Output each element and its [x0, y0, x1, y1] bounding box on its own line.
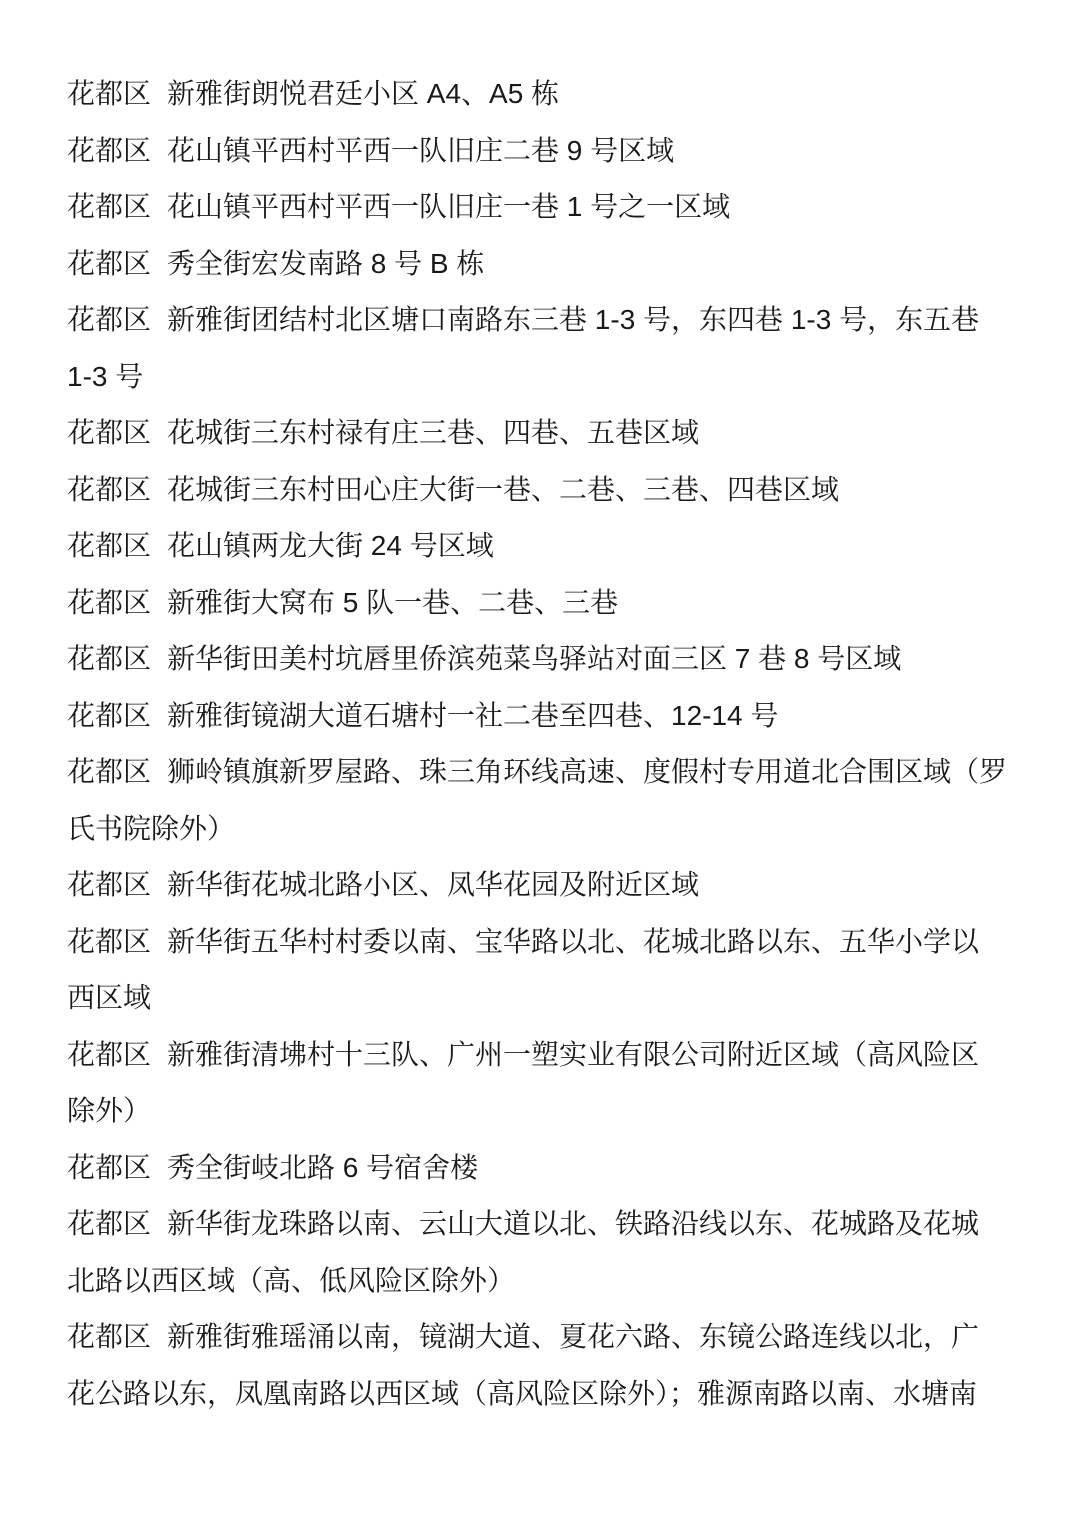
district-label: 花都区 [67, 473, 152, 505]
area-entry [67, 575, 1017, 632]
address-text: 花城街三东村禄有庄三巷、四巷、五巷区域 [167, 417, 700, 448]
address-text: 新雅街朗悦君廷小区 A4、A5 栋 [167, 78, 560, 109]
address-text: 新华街田美村坑唇里侨滨苑菜鸟驿站对面三区 7 巷 8 号区域 [167, 643, 902, 674]
area-entry [67, 857, 1017, 914]
area-entry-continuation [67, 1083, 1017, 1140]
address-text: 秀全街岐北路 6 号宿舍楼 [167, 1151, 479, 1183]
address-text: 狮岭镇旗新罗屋路、珠三角环线高速、度假村专用道北合围区域（罗 [167, 756, 1008, 787]
address-text: 除外） [67, 1095, 152, 1126]
area-entry [67, 66, 1017, 123]
address-text: 花城街三东村田心庄大街一巷、二巷、三巷、四巷区域 [167, 473, 840, 505]
district-label: 花都区 [67, 1321, 152, 1352]
address-text: 新华街五华村村委以南、宝华路以北、花城北路以东、五华小学以 [167, 925, 980, 957]
area-entry [67, 744, 1017, 801]
area-entry [67, 1140, 1017, 1197]
district-label: 花都区 [67, 134, 152, 166]
district-label: 花都区 [67, 191, 152, 222]
address-text: 花山镇平西村平西一队旧庄一巷 1 号之一区域 [167, 191, 731, 222]
area-entry [67, 914, 1017, 971]
district-label: 花都区 [67, 78, 152, 109]
area-entry [67, 462, 1017, 519]
district-label: 花都区 [67, 1151, 152, 1183]
district-label: 花都区 [67, 756, 152, 787]
area-entry [67, 1027, 1017, 1084]
area-entry-continuation [67, 1366, 1017, 1423]
area-entry-continuation [67, 349, 1017, 406]
address-text: 新雅街雅瑶涌以南，镜湖大道、夏花六路、东镜公路连线以北，广 [167, 1321, 980, 1352]
address-text: 氏书院除外） [67, 812, 236, 844]
area-entry-continuation [67, 801, 1017, 858]
area-entry [67, 1309, 1017, 1366]
district-label: 花都区 [67, 247, 152, 279]
district-label: 花都区 [67, 1208, 152, 1239]
district-label: 花都区 [67, 643, 152, 674]
area-entry [67, 292, 1017, 349]
district-label: 花都区 [67, 304, 152, 335]
address-text: 新华街龙珠路以南、云山大道以北、铁路沿线以东、花城路及花城 [167, 1208, 980, 1239]
district-label: 花都区 [67, 869, 152, 900]
address-text: 花公路以东，凤凰南路以西区域（高风险区除外）；雅源南路以南、水塘南 [67, 1377, 978, 1409]
area-entry [67, 179, 1017, 236]
address-text: 花山镇平西村平西一队旧庄二巷 9 号区域 [167, 134, 675, 166]
area-entry [67, 405, 1017, 462]
address-text: 新雅街团结村北区塘口南路东三巷 1-3 号，东四巷 1-3 号，东五巷 [167, 304, 980, 335]
district-label: 花都区 [67, 925, 152, 957]
area-entry [67, 123, 1017, 180]
address-text: 秀全街宏发南路 8 号 B 栋 [167, 247, 485, 279]
address-text: 新雅街清坲村十三队、广州一塑实业有限公司附近区域（高风险区 [167, 1038, 980, 1070]
area-entry [67, 631, 1017, 688]
address-text: 新华街花城北路小区、凤华花园及附近区域 [167, 869, 700, 900]
area-entry-continuation [67, 1253, 1017, 1310]
address-text: 1-3 号 [67, 360, 144, 392]
address-text: 新雅街镜湖大道石塘村一社二巷至四巷、12-14 号 [167, 699, 779, 731]
address-text: 西区域 [67, 982, 152, 1013]
area-entry [67, 518, 1017, 575]
area-entry [67, 236, 1017, 293]
district-label: 花都区 [67, 699, 152, 731]
district-label: 花都区 [67, 586, 152, 618]
district-label: 花都区 [67, 1038, 152, 1070]
address-text: 新雅街大窝布 5 队一巷、二巷、三巷 [167, 586, 619, 618]
address-text: 北路以西区域（高、低风险区除外） [67, 1264, 516, 1296]
area-entry-continuation [67, 970, 1017, 1027]
address-text: 花山镇两龙大街 24 号区域 [167, 530, 494, 561]
area-entry [67, 688, 1017, 745]
area-entry [67, 1196, 1017, 1253]
district-label: 花都区 [67, 530, 152, 561]
district-label: 花都区 [67, 417, 152, 448]
document-body [67, 66, 1017, 1422]
